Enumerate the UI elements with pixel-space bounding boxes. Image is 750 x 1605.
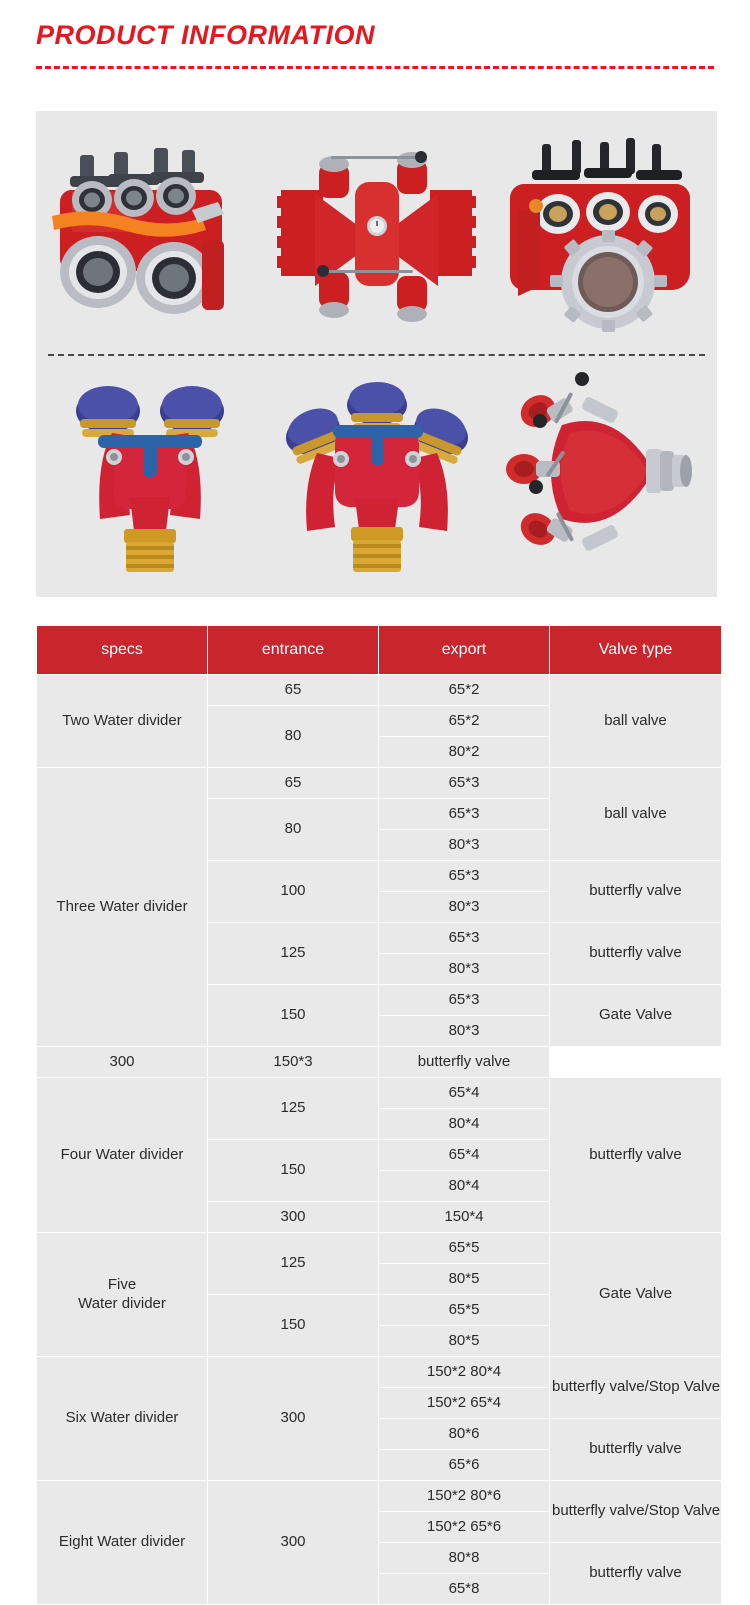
cell-export: 150*2 65*6 [379, 1512, 549, 1542]
cell-export: 65*5 [379, 1233, 549, 1263]
cell-export: 65*5 [379, 1295, 549, 1325]
cell-export: 80*5 [379, 1326, 549, 1356]
cell-entrance: 100 [208, 861, 378, 922]
cell-export: 80*4 [379, 1109, 549, 1139]
column-header-export: export [379, 626, 549, 674]
cell-valve-type: ball valve [550, 675, 721, 767]
cell-valve-type: butterfly valve [550, 1078, 721, 1232]
cell-valve-type: butterfly valve/Stop Valve [550, 1481, 721, 1542]
cell-entrance: 80 [208, 799, 378, 860]
cell-specs: Six Water divider [37, 1357, 207, 1480]
column-header-entrance: entrance [208, 626, 378, 674]
column-header-specs: specs [37, 626, 207, 674]
cell-specs: Two Water divider [37, 675, 207, 767]
product-image-three-way-divider-blue-caps [269, 363, 484, 588]
cell-entrance: 150 [208, 1295, 378, 1356]
cell-valve-type: Gate Valve [550, 985, 721, 1046]
gallery-row-top [36, 111, 717, 354]
cell-export: 65*3 [379, 768, 549, 798]
cell-export: 80*5 [379, 1264, 549, 1294]
table-row [37, 1047, 721, 1077]
cell-export: 150*2 65*4 [379, 1388, 549, 1418]
cell-export: 80*3 [379, 954, 549, 984]
cell-export: 65*3 [379, 923, 549, 953]
cell-export: 80*4 [379, 1171, 549, 1201]
gallery-dashed-divider [48, 354, 705, 356]
product-image-two-way-divider-blue-caps [42, 363, 257, 588]
cell-export: 80*6 [379, 1419, 549, 1449]
cell-entrance: 300 [208, 1357, 378, 1480]
cell-specs: Eight Water divider [37, 1481, 207, 1604]
cell-export: 80*3 [379, 830, 549, 860]
cell-specs: Five Water divider [37, 1233, 207, 1356]
cell-valve-type: Gate Valve [550, 1233, 721, 1356]
cell-valve-type: butterfly valve [550, 861, 721, 922]
cell-entrance: 65 [208, 675, 378, 705]
product-gallery [36, 111, 717, 597]
product-image-symmetric-manifold-with-gauge [269, 120, 484, 345]
cell-export: 65*3 [379, 861, 549, 891]
cell-entrance: 125 [208, 923, 378, 984]
cell-export: 65*2 [379, 706, 549, 736]
cell-valve-type: ball valve [550, 768, 721, 860]
cell-export: 65*6 [379, 1450, 549, 1480]
cell-specs: Four Water divider [37, 1078, 207, 1232]
cell-export: 65*4 [379, 1078, 549, 1108]
cell-export: 150*2 80*6 [379, 1481, 549, 1511]
table-row [37, 1481, 721, 1511]
cell-entrance: 300 [208, 1202, 378, 1232]
cell-export: 65*4 [379, 1140, 549, 1170]
cell-export: 150*2 80*4 [379, 1357, 549, 1387]
product-image-conical-multi-outlet-divider [496, 363, 711, 588]
cell-export: 150*3 [208, 1047, 378, 1077]
cell-export: 65*3 [379, 985, 549, 1015]
table-row [37, 1233, 721, 1263]
product-image-flanged-inlet-manifold-black-handles [496, 120, 711, 345]
cell-valve-type: butterfly valve [379, 1047, 549, 1077]
cell-export: 65*3 [379, 799, 549, 829]
page-title: PRODUCT INFORMATION [36, 20, 375, 50]
table-row [37, 1357, 721, 1387]
cell-entrance: 300 [37, 1047, 207, 1077]
table-row [37, 768, 721, 798]
cell-valve-type: butterfly valve [550, 1419, 721, 1480]
table-body [37, 675, 721, 1604]
cell-export: 80*3 [379, 1016, 549, 1046]
cell-entrance: 150 [208, 985, 378, 1046]
cell-export: 65*8 [379, 1574, 549, 1604]
cell-specs: Three Water divider [37, 768, 207, 1046]
cell-entrance: 125 [208, 1078, 378, 1139]
cell-export: 150*4 [379, 1202, 549, 1232]
gallery-row-bottom [36, 354, 717, 597]
cell-valve-type: butterfly valve [550, 1543, 721, 1604]
cell-export: 80*2 [379, 737, 549, 767]
cell-entrance: 80 [208, 706, 378, 767]
cell-entrance: 300 [208, 1481, 378, 1604]
cell-valve-type: butterfly valve [550, 923, 721, 984]
table-header-row [37, 626, 721, 674]
page-header [0, 0, 750, 52]
product-image-three-way-water-divider-orange-handles [42, 120, 257, 345]
table-row [37, 1078, 721, 1108]
cell-export: 65*2 [379, 675, 549, 705]
column-header-valve-type: Valve type [550, 626, 721, 674]
cell-export: 80*3 [379, 892, 549, 922]
specifications-table [36, 625, 722, 1605]
title-dashed-rule [36, 66, 714, 69]
cell-export: 80*8 [379, 1543, 549, 1573]
cell-valve-type: butterfly valve/Stop Valve [550, 1357, 721, 1418]
cell-entrance: 150 [208, 1140, 378, 1201]
table-row [37, 675, 721, 705]
cell-entrance: 125 [208, 1233, 378, 1294]
cell-entrance: 65 [208, 768, 378, 798]
